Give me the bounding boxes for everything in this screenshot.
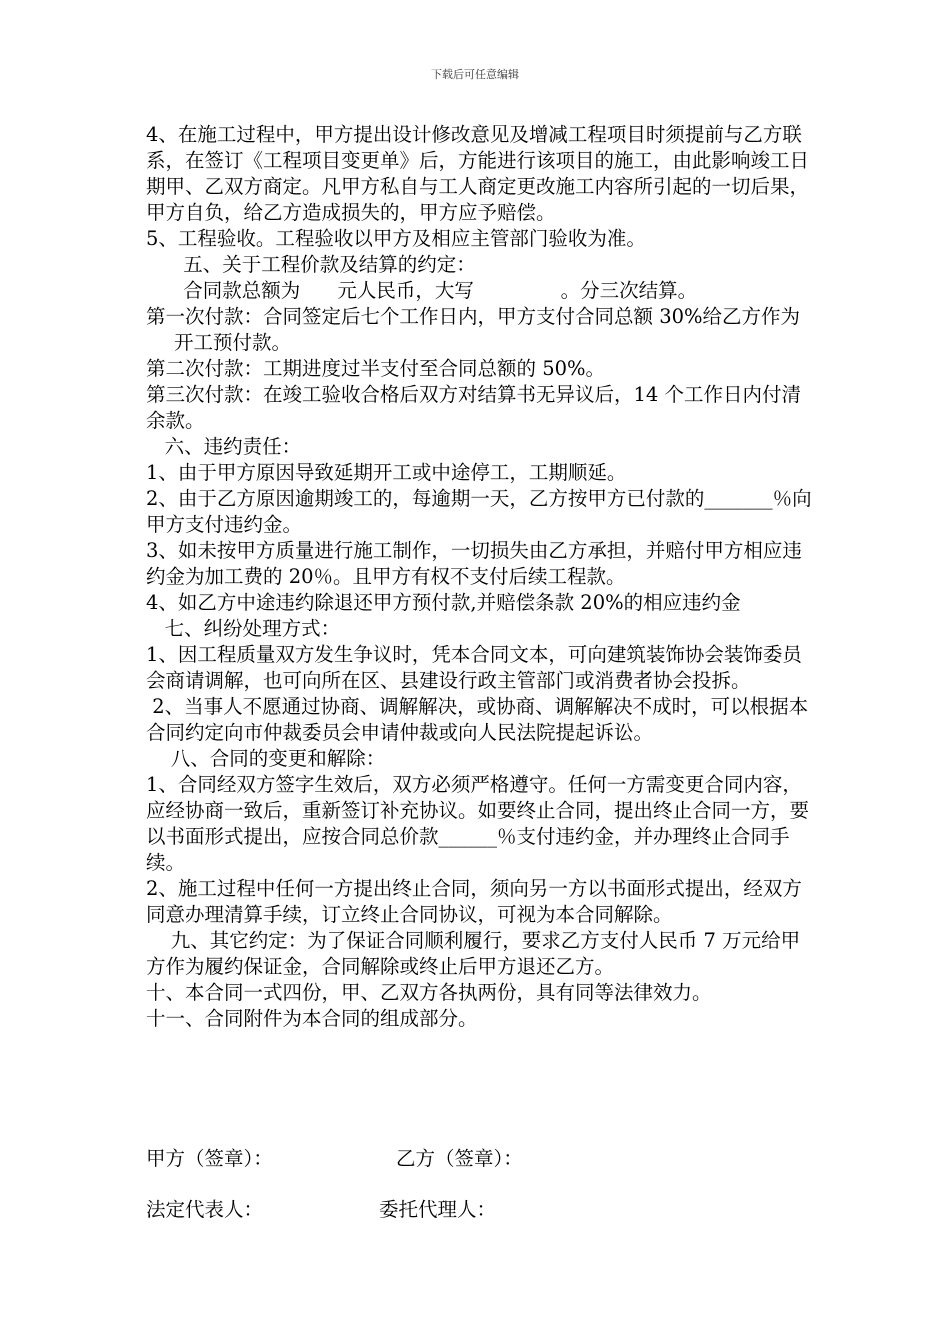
dispute-2: 2、当事人不愿通过协商、调解解决，或协商、调解解决不成时，可以根据本合同约定向市仲裁委员会申请仲裁或向人民法院提起诉讼。 [146, 695, 809, 744]
section-8-heading: 八、合同的变更和解除： [146, 747, 386, 770]
section-5-heading: 五、关于工程价款及结算的约定： [146, 253, 476, 276]
party-b-signature-label: 乙方（签章）： [396, 1147, 523, 1170]
liability-4: 4、如乙方中途违约除退还甲方预付款,并赔偿条款 20%的相应违约金 [146, 591, 741, 614]
liability-1: 1、由于甲方原因导致延期开工或中途停工，工期顺延。 [146, 461, 627, 484]
page-header-note: 下载后可任意编辑 [431, 68, 519, 81]
second-payment: 第二次付款：工期进度过半支付至合同总额的 50%。 [146, 357, 606, 380]
contract-body [146, 122, 814, 1032]
authorized-agent-label: 委托代理人： [379, 1198, 497, 1221]
change-1: 1、合同经双方签字生效后，双方必须严格遵守。任何一方需变更合同内容，应经协商一致后，重新签订补充协议。如要终止合同，提出终止合同一方，要以书面形式提出，应按合同总价款______％支付违约金，并办理终止合同手续。 [146, 773, 810, 874]
section-10-copies: 十、本合同一式四份，甲、乙双方各执两份，具有同等法律效力。 [146, 981, 712, 1004]
liability-3: 3、如未按甲方质量进行施工制作，一切损失由乙方承担，并赔付甲方相应违约金为加工费的 20％。且甲方有权不支付后续工程款。 [146, 539, 802, 588]
clause-4-design-changes: 4、在施工过程中，甲方提出设计修改意见及增减工程项目时须提前与乙方联系，在签订《工程项目变更单》后，方能进行该项目的施工，由此影响竣工日期甲、乙双方商定。凡甲方私自与工人商定更改施工内容所引起的一切后果，甲方自负，给乙方造成损失的，甲方应予赔偿。 [146, 123, 810, 224]
section-11-attachments: 十一、合同附件为本合同的组成部分。 [146, 1007, 478, 1030]
signature-row-representatives [146, 1197, 497, 1275]
party-a-signature-label: 甲方（签章）： [146, 1147, 273, 1170]
clause-5-acceptance: 5、工程验收。工程验收以甲方及相应主管部门验收为准。 [146, 227, 646, 250]
contract-total-line: 合同款总额为 元人民币，大写 。分三次结算。 [146, 279, 698, 302]
first-payment: 第一次付款：合同签定后七个工作日内，甲方支付合同总额 30%给乙方作为开工预付款。 [146, 305, 801, 354]
section-7-heading: 七、纠纷处理方式： [146, 617, 341, 640]
liability-2: 2、由于乙方原因逾期竣工的，每逾期一天，乙方按甲方已付款的_______％向甲方支付违约金。 [146, 487, 812, 536]
legal-representative-label: 法定代表人： [146, 1198, 264, 1221]
section-6-heading: 六、违约责任： [146, 435, 302, 458]
section-9-other: 九、其它约定：为了保证合同顺利履行，要求乙方支付人民币 7 万元给甲方作为履约保证金，合同解除或终止后甲方退还乙方。 [146, 929, 801, 978]
change-2: 2、施工过程中任何一方提出终止合同，须向另一方以书面形式提出，经双方同意办理清算手续，订立终止合同协议，可视为本合同解除。 [146, 877, 802, 926]
dispute-1: 1、因工程质量双方发生争议时，凭本合同文本，可向建筑装饰协会装饰委员会商请调解，也可向所在区、县建设行政主管部门或消费者协会投拆。 [146, 643, 802, 692]
third-payment: 第三次付款：在竣工验收合格后双方对结算书无异议后，14 个工作日内付清余款。 [146, 383, 802, 432]
